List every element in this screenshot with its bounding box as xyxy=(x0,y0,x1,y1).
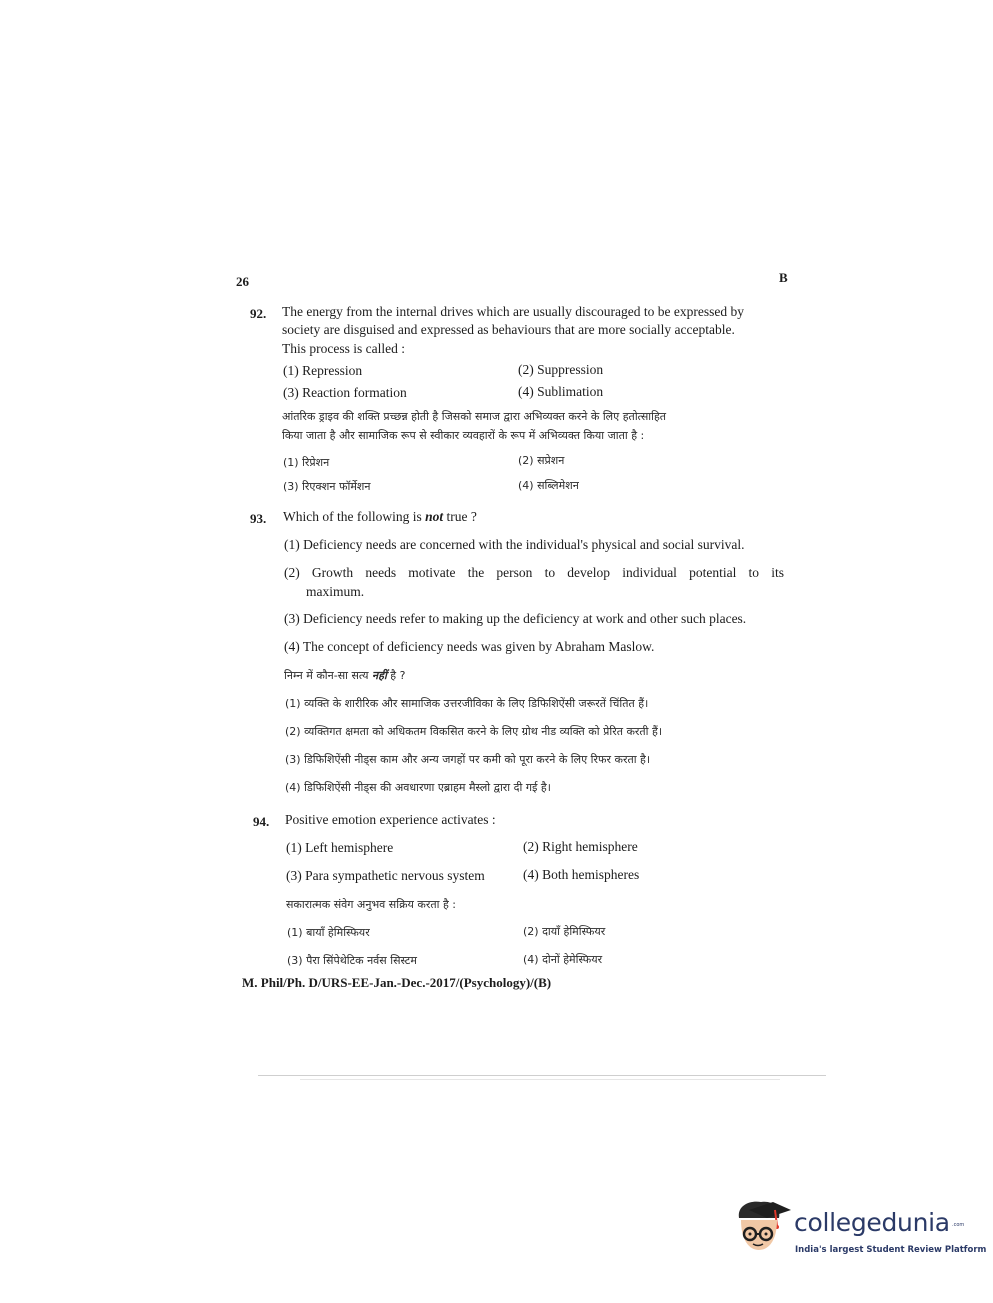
hindi-option: (4) डिफिशिऐंसी नीड्स की अवधारणा एब्राहम मैस्लो द्वारा दी गई है। xyxy=(285,781,551,794)
divider-line xyxy=(300,1079,780,1080)
question-number: 93. xyxy=(250,511,267,526)
question-text: Positive emotion experience activates : xyxy=(285,812,496,827)
question-number: 94. xyxy=(253,814,270,829)
logo-suffix: .com xyxy=(952,1222,965,1228)
option: (4) Both hemispheres xyxy=(523,867,640,882)
hindi-option: (4) दोनों हेमेस्फियर xyxy=(523,953,603,966)
logo-wordmark: collegedunia xyxy=(794,1208,950,1237)
hindi-option: (1) रिप्रेशन xyxy=(283,456,330,469)
option: (4) Sublimation xyxy=(518,384,604,399)
hindi-option: (4) सब्लिमेशन xyxy=(518,479,579,492)
question-text-line: The energy from the internal drives which are usually discouraged to be expressed by xyxy=(282,304,744,319)
logo-tagline: India's largest Student Review Platform xyxy=(795,1245,987,1255)
option: (1) Repression xyxy=(283,363,363,378)
hindi-question-line: आंतरिक ड्राइव की शक्ति प्रच्छन्न होती है जिसको समाज द्वारा अभिव्यक्त करने के लिए हतोत्साहित xyxy=(282,410,667,423)
option: (2) Right hemisphere xyxy=(523,839,638,854)
question-text: Which of the following is not true ? xyxy=(283,509,477,524)
question-number: 92. xyxy=(250,306,267,321)
hindi-option: (2) सप्रेशन xyxy=(518,454,565,467)
hindi-question-line: किया जाता है और सामाजिक रूप से स्वीकार व्यवहारों के रूप में अभिव्यक्त किया जाता है : xyxy=(282,429,645,442)
hindi-option: (2) व्यक्तिगत क्षमता को अधिकतम विकसित करने के लिए ग्रोथ नीड व्यक्ति को प्रेरित करती हैं। xyxy=(285,725,663,738)
option: (1) Left hemisphere xyxy=(286,840,394,855)
option: (3) Deficiency needs refer to making up the deficiency at work and other such places. xyxy=(284,611,747,626)
paper-footer: M. Phil/Ph. D/URS-EE-Jan.-Dec.-2017/(Psychology)/(B) xyxy=(242,975,552,990)
hindi-option: (3) पैरा सिंपेथेटिक नर्वस सिस्टम xyxy=(287,954,417,967)
hindi-option: (3) रिएक्शन फॉर्मेशन xyxy=(283,480,371,493)
page-number: 26 xyxy=(236,274,249,289)
hindi-option: (3) डिफिशिऐंसी नीड्स काम और अन्य जगहों पर कमी को पूरा करने के लिए रिफर करता है। xyxy=(285,753,651,766)
option: (2) Suppression xyxy=(518,362,604,377)
hindi-question: निम्न में कौन-सा सत्य नहीं है ? xyxy=(284,669,406,682)
hindi-option: (1) बायाँ हेमिस्फियर xyxy=(287,926,370,939)
set-code: B xyxy=(779,270,788,285)
option: (1) Deficiency needs are concerned with the individual's physical and social survival. xyxy=(284,537,745,552)
option: (3) Para sympathetic nervous system xyxy=(286,868,485,883)
hindi-option: (1) व्यक्ति के शारीरिक और सामाजिक उत्तरजीविका के लिए डिफिशिऐंसी जरूरतें चिंतित हैं। xyxy=(285,697,649,710)
question-text-line: This process is called : xyxy=(282,341,405,356)
divider-line xyxy=(258,1075,826,1076)
option: (3) Reaction formation xyxy=(283,385,407,400)
question-text-line: society are disguised and expressed as behaviours that are more socially acceptable. xyxy=(282,322,735,337)
collegedunia-mascot-icon xyxy=(733,1196,795,1258)
hindi-question: सकारात्मक संवेग अनुभव सक्रिय करता है : xyxy=(286,898,457,911)
hindi-option: (2) दायाँ हेमिस्फियर xyxy=(523,925,606,938)
option-continuation: maximum. xyxy=(306,584,365,599)
option: (2) Growth needs motivate the person to develop individual potential to its xyxy=(284,565,784,580)
option: (4) The concept of deficiency needs was given by Abraham Maslow. xyxy=(284,639,655,654)
